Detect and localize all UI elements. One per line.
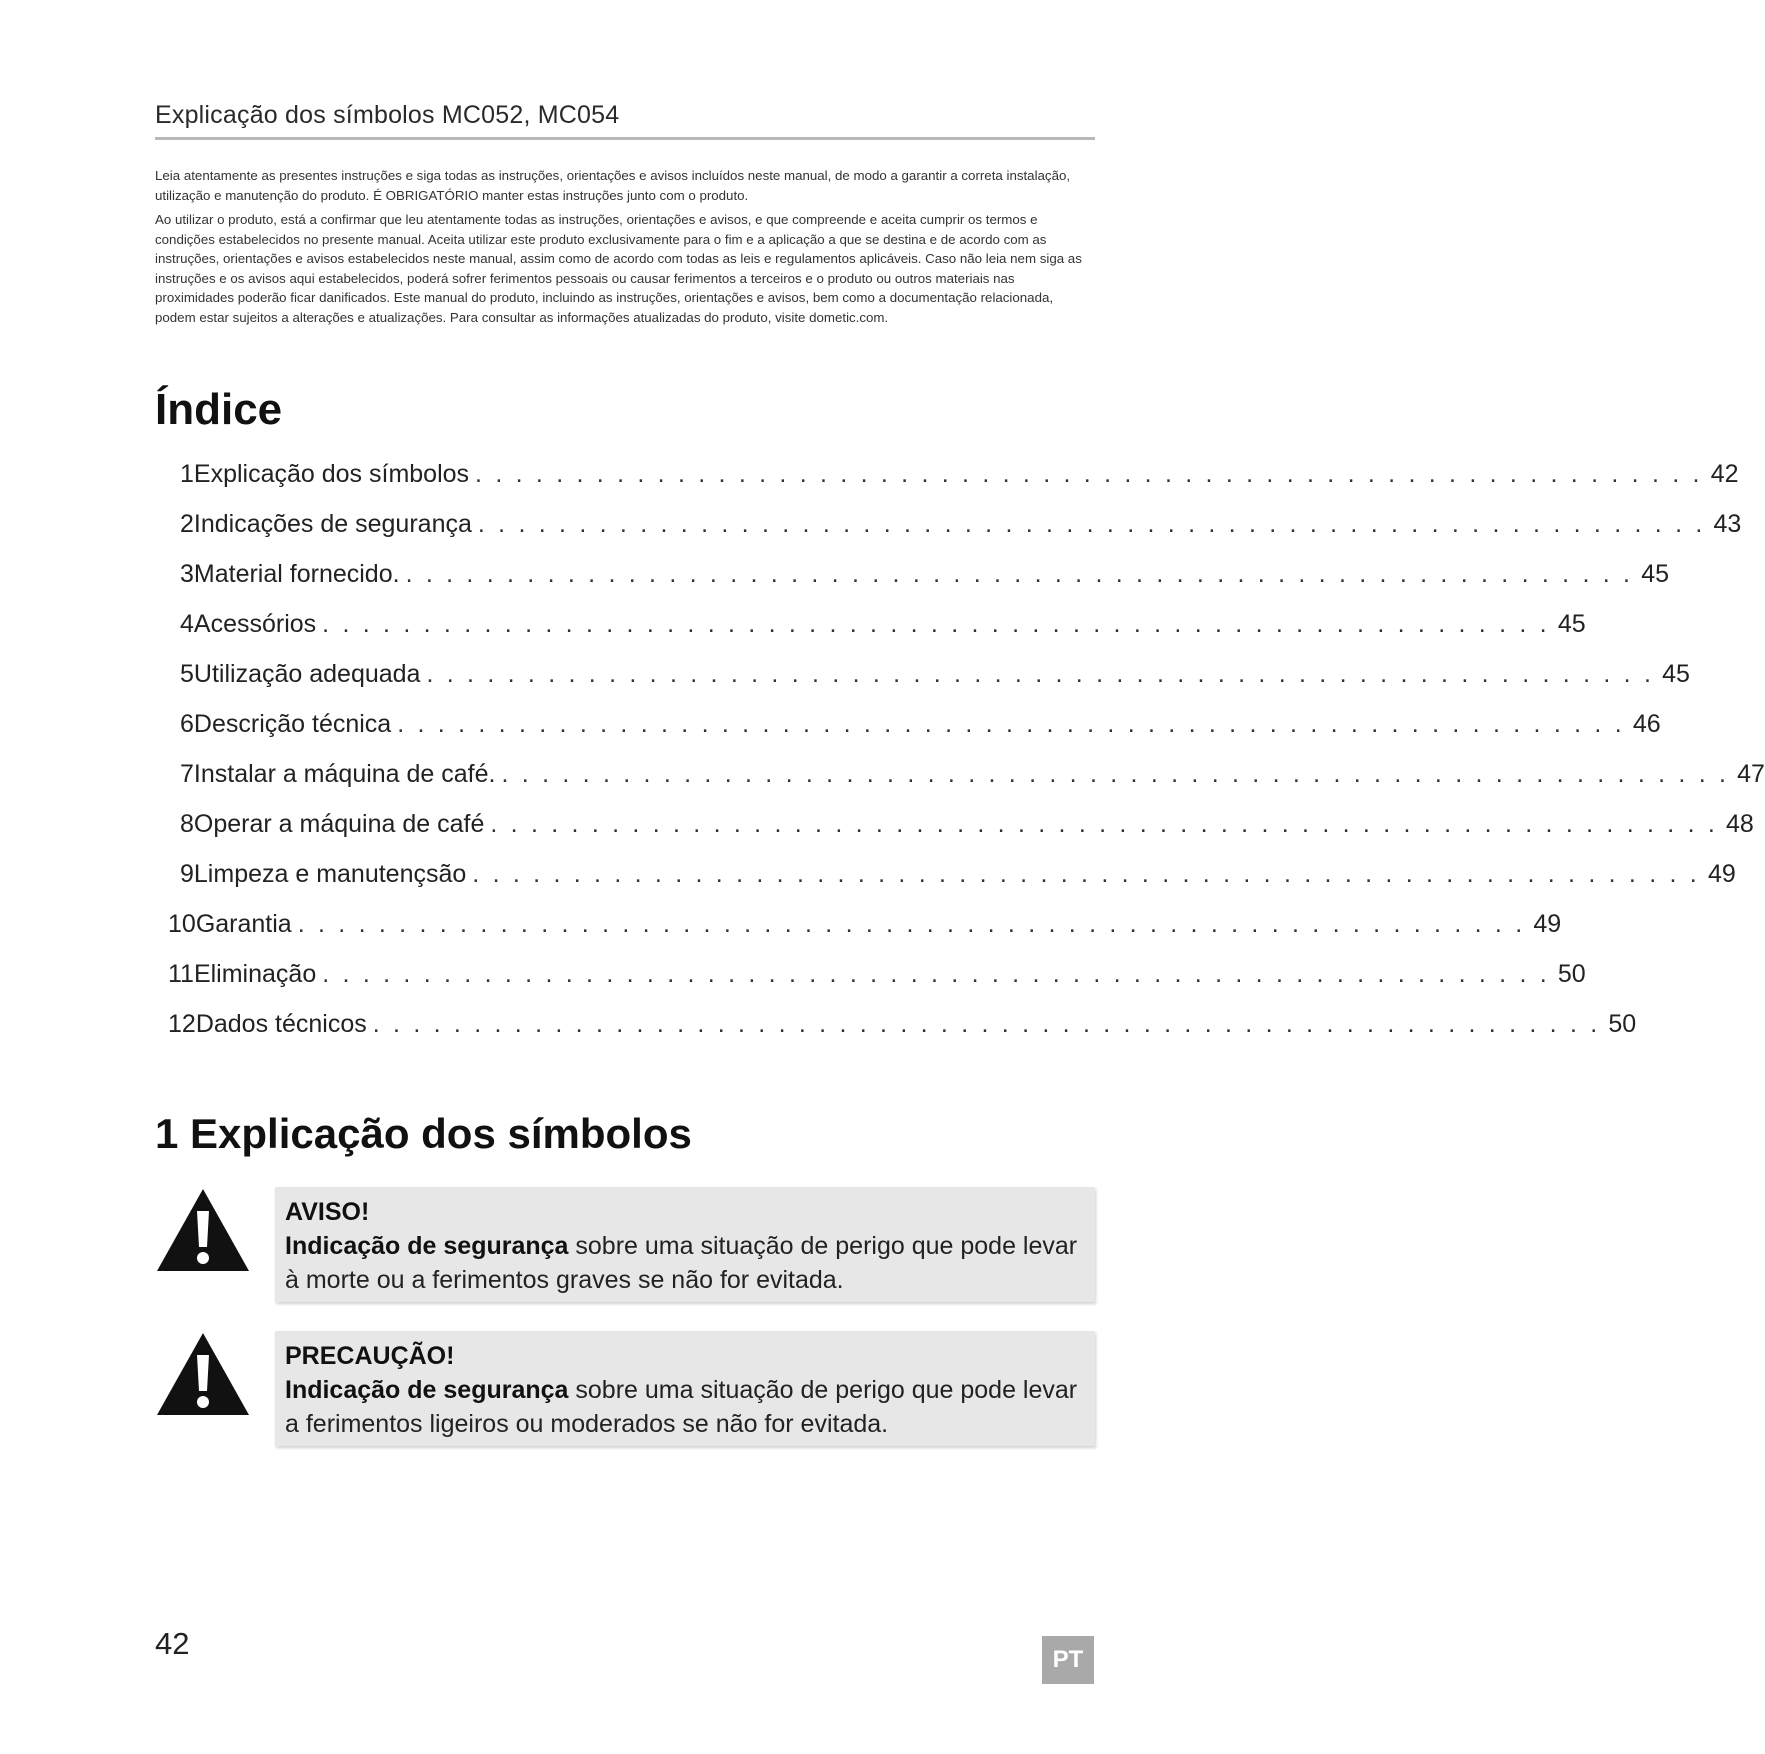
toc-item[interactable] xyxy=(180,560,1670,600)
toc-item-number: 12 xyxy=(168,1010,196,1038)
toc-item-number: 3 xyxy=(180,560,194,588)
toc-leader-dots: . . . . . . . . . . . . . . . . . . . . . . . . . . . . . . . . . . . . . . . . . . . . . . . . . . . . . . . . . . . . . xyxy=(501,760,1730,788)
index-title: Índice xyxy=(155,385,283,434)
toc-item-page: 50 xyxy=(1557,960,1586,988)
toc-item-label: Limpeza e manutençsão xyxy=(193,860,467,888)
notice-strong-label: Indicação de segurança xyxy=(285,1376,569,1404)
toc-item[interactable] xyxy=(168,1010,1637,1050)
notice-description: sobre uma situação de perigo que pode levar à morte ou a ferimentos graves se não for evitada. xyxy=(285,1232,1078,1294)
toc-item[interactable] xyxy=(168,960,1586,1000)
toc-item-label: Material fornecido. xyxy=(193,560,400,588)
toc-item-page: 49 xyxy=(1533,910,1562,938)
toc-item-label: Utilização adequada xyxy=(193,660,421,688)
toc-item-label: Acessórios xyxy=(193,610,317,638)
toc-item-number: 8 xyxy=(180,810,194,838)
toc-item-page: 48 xyxy=(1726,810,1754,838)
toc-leader-dots: . . . . . . . . . . . . . . . . . . . . . . . . . . . . . . . . . . . . . . . . . . . . . . . . . . . . . . . . . . . . . xyxy=(372,1010,1601,1038)
toc-item-number: 9 xyxy=(180,860,194,888)
caution-notice-text xyxy=(285,1339,1085,1441)
notice-strong-label: Indicação de segurança xyxy=(285,1232,569,1260)
toc-leader-dots: . . . . . . . . . . . . . . . . . . . . . . . . . . . . . . . . . . . . . . . . . . . . . . . . . . . . . . . . . . . . . xyxy=(490,810,1719,838)
intro-paragraph-1: Leia atentamente as presentes instruções e siga todas as instruções, orientações e avisos incluídos neste manual, de modo a garantir a correta instalação, utilização e manutenção do produto. É OBRIGATÓRIO manter estas instruções junto com o produto. xyxy=(155,168,1071,203)
toc-item[interactable] xyxy=(180,860,1736,900)
page-number: 42 xyxy=(155,1626,190,1661)
toc-item-number: 4 xyxy=(180,610,194,638)
toc-item[interactable] xyxy=(180,660,1690,700)
toc-item-number: 6 xyxy=(180,710,194,738)
toc-item-page: 45 xyxy=(1641,560,1670,588)
toc-item-page: 47 xyxy=(1737,760,1765,788)
toc-item-page: 50 xyxy=(1608,1010,1637,1038)
toc-leader-dots: . . . . . . . . . . . . . . . . . . . . . . . . . . . . . . . . . . . . . . . . . . . . . . . . . . . . . . . . . . . . . xyxy=(475,460,1703,488)
notice-heading: AVISO! xyxy=(285,1198,370,1226)
caution-notice-box xyxy=(275,1331,1095,1446)
notice-heading: PRECAUÇÃO! xyxy=(285,1342,455,1370)
intro-paragraph-2: Ao utilizar o produto, está a confirmar que leu atentamente todas as instruções, orientações e avisos, e que compreende e aceita cumprir os termos e condições estabelecidos no presente manual. Aceita utilizar este produto exclusivamente para o fim e a aplicação a que se destina e de acordo com as instruções, orientações e avisos estabelecidos neste manual, assim como de acordo com todas as leis e regulamentos aplicáveis. Caso não leia nem siga as instruções e os avisos aqui estabelecidos, poderá sofrer ferimentos pessoais ou causar ferimentos a terceiros e o produto ou outros materiais nas proximidades poderão ficar danificados. Este manual do produto, incluindo as instruções, orientações e avisos, bem como a documentação relacionada, podem estar sujeitos a alterações e atualizações. Para consultar as informações atualizadas do produto, visite dometic.com. xyxy=(155,212,1082,325)
toc-item-number: 7 xyxy=(180,760,194,788)
toc-item-page: 45 xyxy=(1557,610,1586,638)
toc-item-label: Explicação dos símbolos xyxy=(193,460,470,488)
toc-item-page: 42 xyxy=(1710,460,1739,488)
toc-leader-dots: . . . . . . . . . . . . . . . . . . . . . . . . . . . . . . . . . . . . . . . . . . . . . . . . . . . . . . . . . . . . . xyxy=(472,860,1700,888)
toc-leader-dots: . . . . . . . . . . . . . . . . . . . . . . . . . . . . . . . . . . . . . . . . . . . . . . . . . . . . . . . . . . . . . xyxy=(426,660,1655,688)
warning-notice-text xyxy=(285,1195,1085,1297)
toc-leader-dots: . . . . . . . . . . . . . . . . . . . . . . . . . . . . . . . . . . . . . . . . . . . . . . . . . . . . . . . . . . . . . xyxy=(322,610,1550,638)
toc-item[interactable] xyxy=(180,710,1661,750)
warning-notice-box xyxy=(275,1187,1095,1302)
toc-leader-dots: . . . . . . . . . . . . . . . . . . . . . . . . . . . . . . . . . . . . . . . . . . . . . . . . . . . . . . . . . . . . . xyxy=(297,910,1526,938)
notice-description: sobre uma situação de perigo que pode levar a ferimentos ligeiros ou moderados se não for evitada. xyxy=(285,1376,1078,1438)
toc-item[interactable] xyxy=(180,760,1765,800)
page-header-title: Explicação dos símbolos MC052, MC054 xyxy=(155,101,620,129)
toc-item[interactable] xyxy=(180,610,1586,650)
toc-item-number: 2 xyxy=(180,510,194,538)
toc-leader-dots: . . . . . . . . . . . . . . . . . . . . . . . . . . . . . . . . . . . . . . . . . . . . . . . . . . . . . . . . . . . . . xyxy=(322,960,1550,988)
toc-item[interactable] xyxy=(180,460,1739,500)
language-badge: PT xyxy=(1042,1636,1094,1684)
toc-item-page: 45 xyxy=(1662,660,1690,688)
toc-leader-dots: . . . . . . . . . . . . . . . . . . . . . . . . . . . . . . . . . . . . . . . . . . . . . . . . . . . . . . . . . . . . . xyxy=(397,710,1625,738)
toc-item-page: 49 xyxy=(1707,860,1736,888)
toc-item-label: Indicações de segurança xyxy=(193,510,472,538)
toc-item-number: 11 xyxy=(168,960,194,988)
toc-item[interactable] xyxy=(180,510,1742,550)
warning-triangle-icon xyxy=(155,1187,251,1273)
toc-item-label: Eliminação xyxy=(193,960,317,988)
toc-item-page: 46 xyxy=(1632,710,1661,738)
toc-item-number: 1 xyxy=(180,460,194,488)
toc-leader-dots: . . . . . . . . . . . . . . . . . . . . . . . . . . . . . . . . . . . . . . . . . . . . . . . . . . . . . . . . . . . . . xyxy=(405,560,1634,588)
toc-item-label: Dados técnicos xyxy=(195,1010,367,1038)
toc-item-number: 10 xyxy=(168,910,196,938)
header-divider xyxy=(155,137,1095,140)
warning-triangle-icon xyxy=(155,1331,251,1417)
toc-item[interactable] xyxy=(180,810,1754,850)
toc-item-number: 5 xyxy=(180,660,194,688)
toc-item-label: Instalar a máquina de café. xyxy=(193,760,496,788)
toc-item-page: 43 xyxy=(1713,510,1742,538)
section-title-symbols: 1 Explicação dos símbolos xyxy=(155,1110,692,1157)
toc-item-label: Garantia xyxy=(195,910,292,938)
toc-item[interactable] xyxy=(168,910,1562,950)
toc-item-label: Operar a máquina de café xyxy=(193,810,485,838)
toc-leader-dots: . . . . . . . . . . . . . . . . . . . . . . . . . . . . . . . . . . . . . . . . . . . . . . . . . . . . . . . . . . . . . xyxy=(477,510,1706,538)
toc-item-label: Descrição técnica xyxy=(193,710,392,738)
